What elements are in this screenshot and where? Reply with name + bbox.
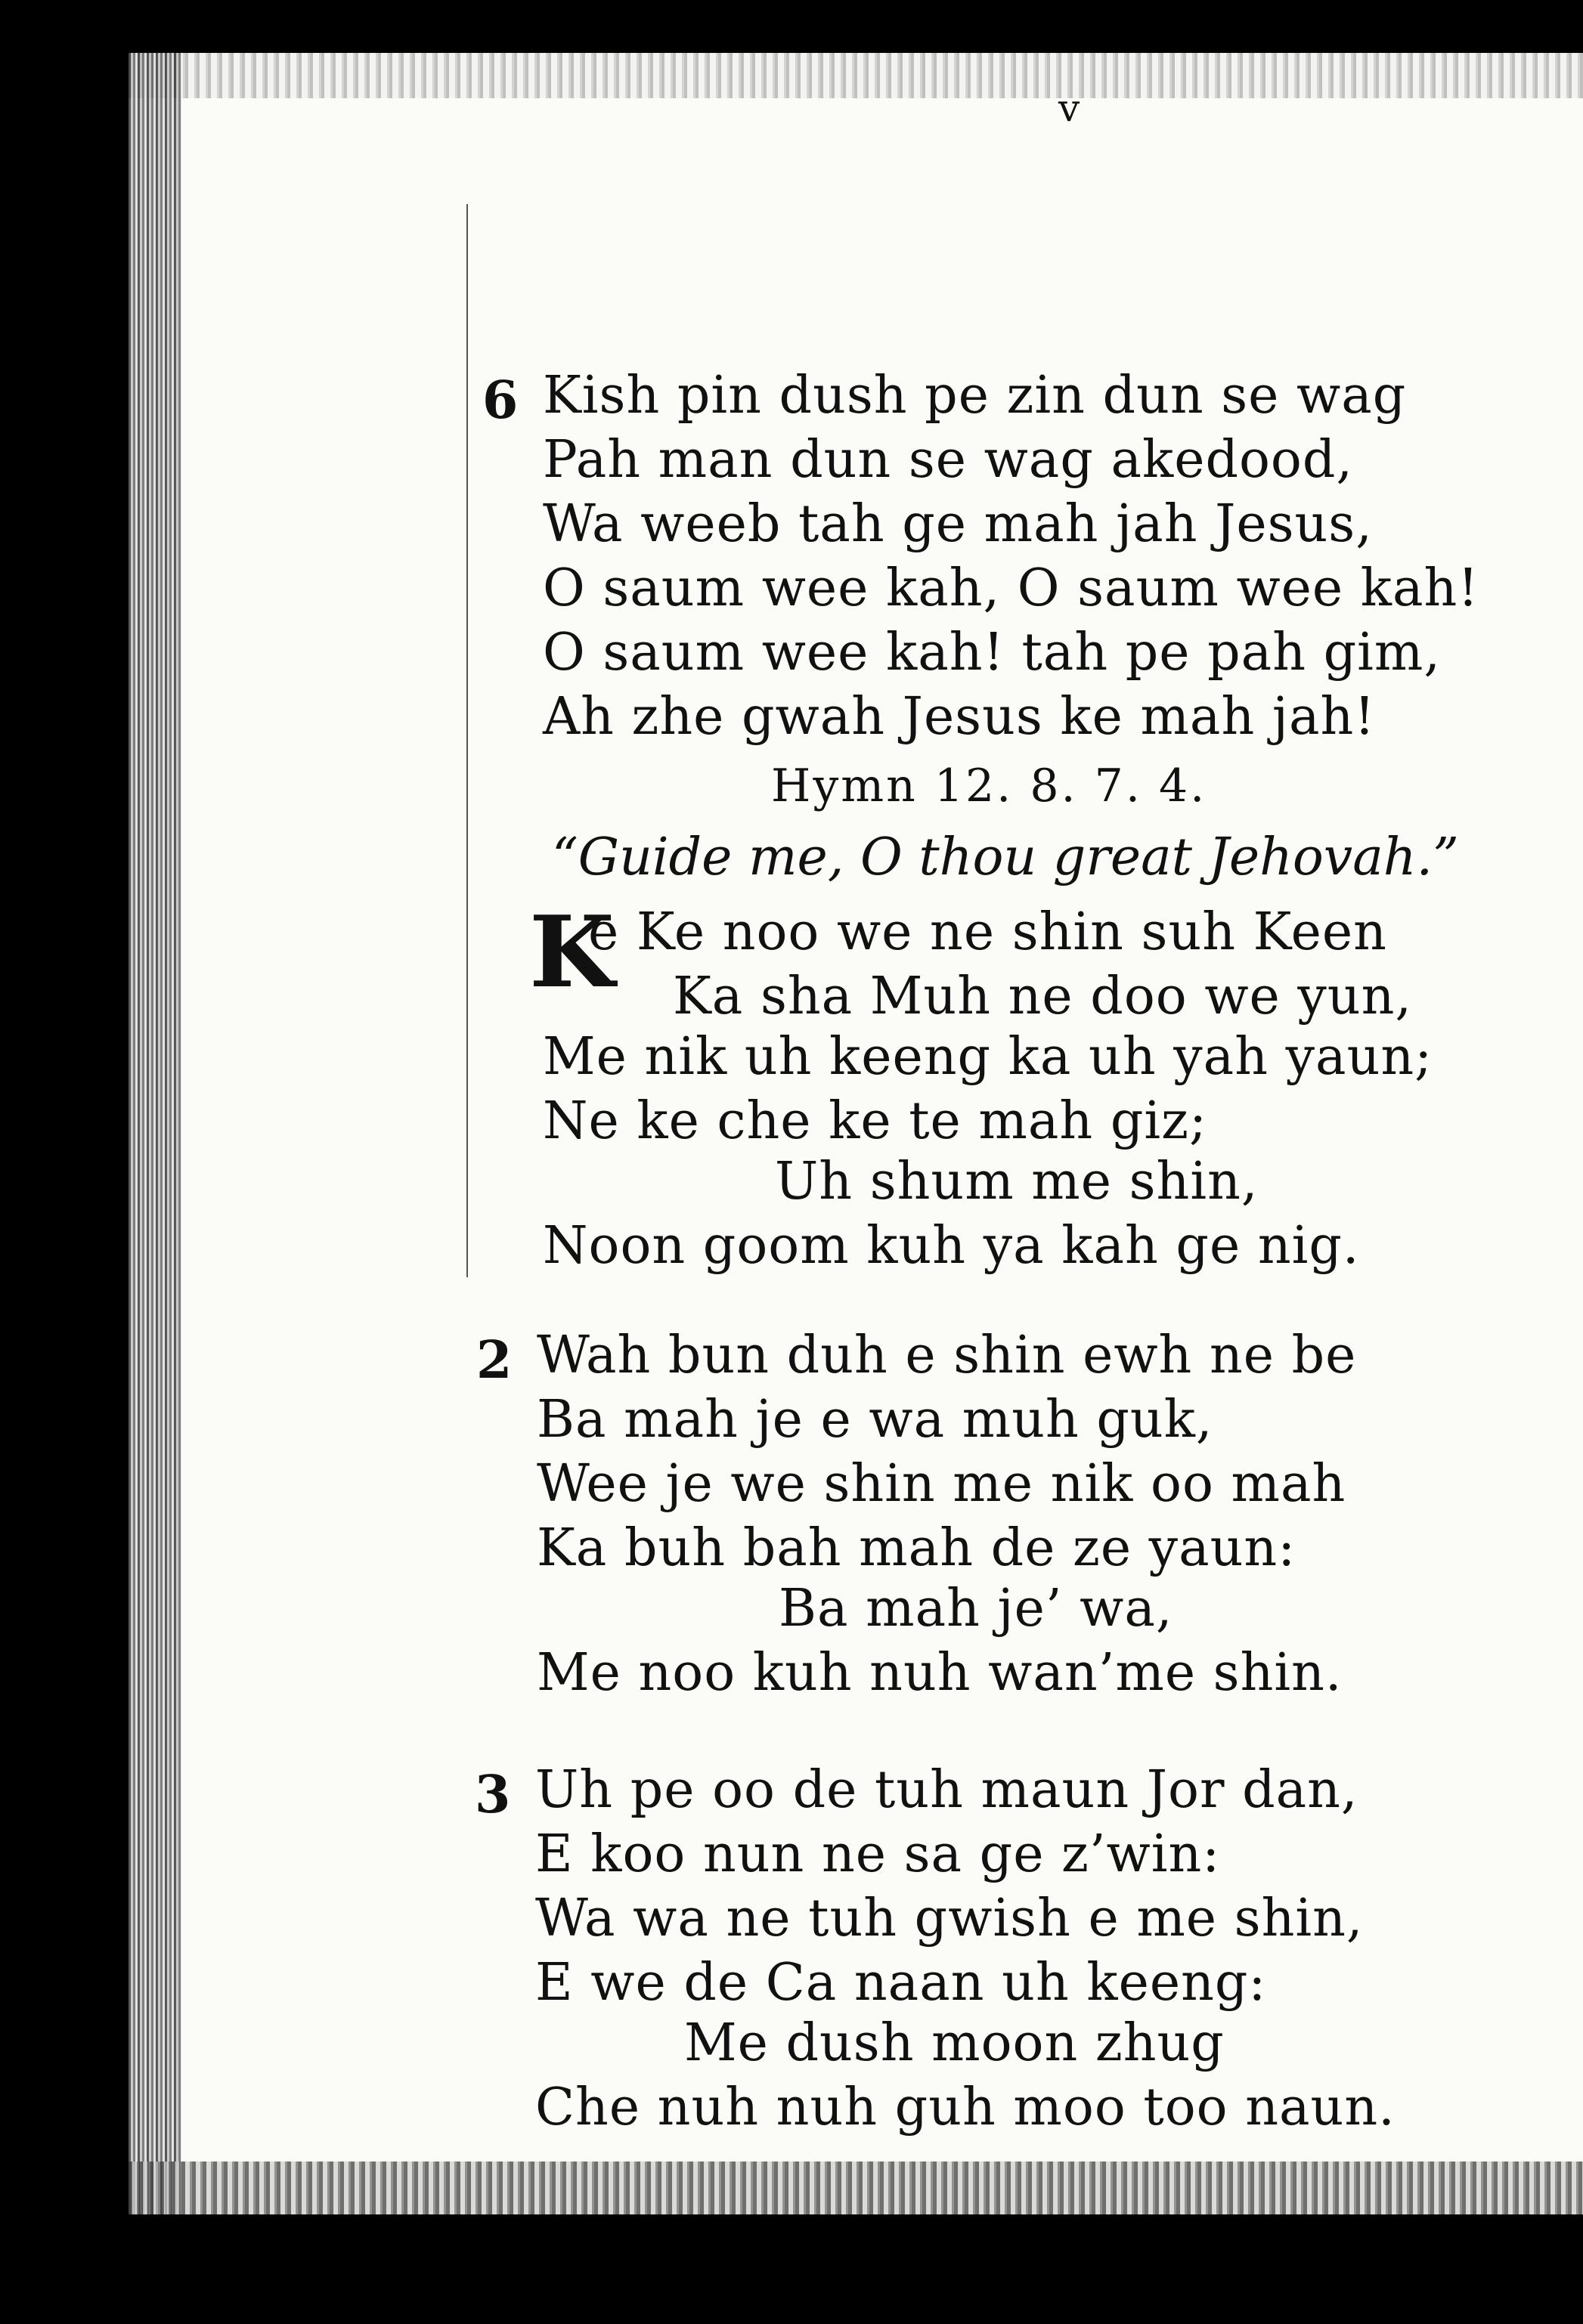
verse-line: Wa weeb tah ge mah jah Jesus, [543,494,1373,554]
verse-line: Wee je we shin me nik oo mah [537,1454,1346,1514]
margin-rule [466,204,468,1277]
verse-line: O saum wee kah! tah pe pah gim, [543,623,1441,682]
verse-line: O saum wee kah, O saum wee kah! [543,559,1479,618]
verse-line: Ka sha Muh ne doo we yun, [673,967,1412,1026]
verse-line: Me dush moon zhug [684,2013,1225,2073]
verse-line: Uh pe oo de tuh maun Jor dan, [535,1760,1358,1820]
verse-number: 6 [482,370,519,431]
verse-number: 3 [475,1765,511,1825]
verse-line: Noon goom kuh ya kah ge nig. [543,1216,1360,1276]
verse-line: E we de Ca naan uh keeng: [535,1953,1267,2013]
verse-line: Me noo kuh nuh wan’me shin. [537,1643,1343,1703]
verse-line: Pah man dun se wag akedood, [543,430,1354,490]
verse-line: Uh shum me shin, [775,1152,1259,1212]
verse-line: Ah zhe gwah Jesus ke mah jah! [543,687,1376,747]
verse-line: e Ke noo we ne shin suh Keen [588,902,1387,962]
drop-cap-letter: K [529,894,615,1010]
verse-line: Wah bun duh e shin ewh ne be [537,1326,1357,1385]
binding-edge [129,53,181,2214]
verse-line: Ba mah je e wa muh guk, [537,1390,1213,1450]
top-edge-noise [129,53,1583,98]
verse-line: Ka buh bah mah de ze yaun: [537,1518,1296,1578]
verse-number: 2 [476,1330,513,1391]
verse-line: Che nuh nuh guh moo too naun. [535,2078,1396,2137]
verse-line: E koo nun ne sa ge z’win: [535,1824,1221,1884]
verse-line: Me nik uh keeng ka uh yah yaun; [543,1027,1433,1087]
bottom-edge-noise [129,2162,1583,2214]
hymn-subtitle: “Guide me, O thou great Jehovah.” [552,828,1459,887]
verse-line: Ba mah je’ wa, [779,1579,1173,1639]
hymn-heading: Hymn 12. 8. 7. 4. [771,760,1207,812]
page-marker: v [1058,86,1081,130]
verse-line: Ne ke che ke te mah giz; [543,1091,1207,1151]
verse-line: Kish pin dush pe zin dun se wag [543,366,1407,425]
verse-line: Wa wa ne tuh gwish e me shin, [535,1889,1364,1948]
